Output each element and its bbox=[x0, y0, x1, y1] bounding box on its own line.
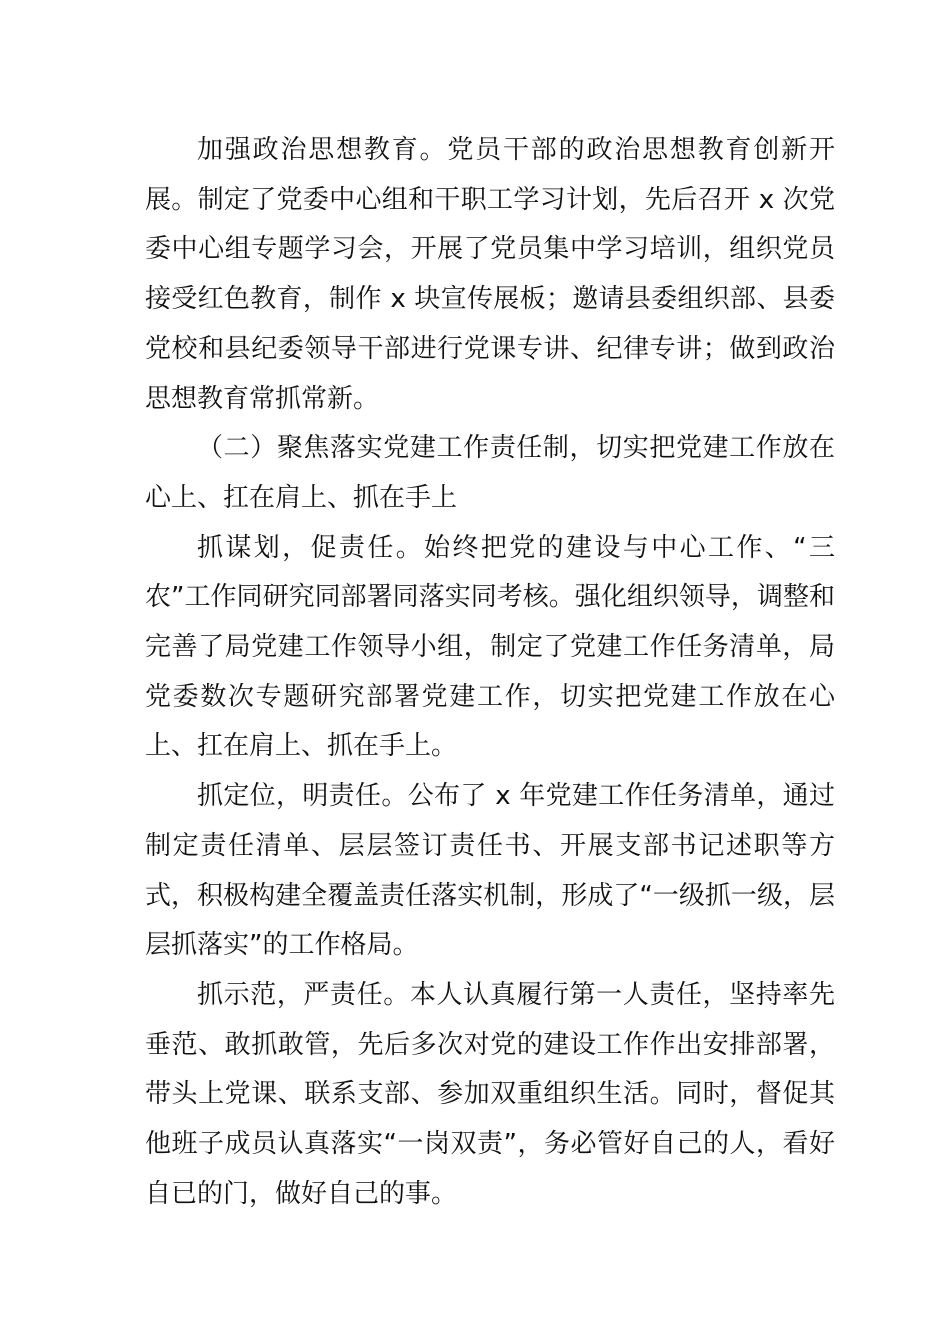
section-heading-two: （二）聚焦落实党建工作责任制，切实把党建工作放在心上、扛在肩上、抓在手上 bbox=[145, 433, 835, 513]
paragraph-positioning-responsibility: 抓定位，明责任。公布了 x 年党建工作任务清单，通过制定责任清单、层层签订责任书、开展支部书记述职等方式，积极构建全覆盖责任落实机制，形成了“一级抓一级，层层抓落实”的工作格局。 bbox=[145, 781, 835, 961]
document-body bbox=[145, 126, 835, 1219]
paragraph-political-education: 加强政治思想教育。党员干部的政治思想教育创新开展。制定了党委中心组和干职工学习计划，先后召开 x 次党委中心组专题学习会，开展了党员集中学习培训，组织党员接受红色教育，制作 x 块宣传展板；邀请县委组织部、县委党校和县纪委领导干部进行党课专讲、纪律专讲；做到政治思想教育常抓常新。 bbox=[145, 135, 835, 414]
paragraph-demonstration-responsibility: 抓示范，严责任。本人认真履行第一人责任，坚持率先垂范、敢抓敢管，先后多次对党的建设工作作出安排部署，带头上党课、联系支部、参加双重组织生活。同时，督促其他班子成员认真落实“一岗双责”，务必管好自己的人，看好自已的门，做好自己的事。 bbox=[145, 979, 835, 1209]
paragraph-planning-responsibility: 抓谋划，促责任。始终把党的建设与中心工作、“三农”工作同研究同部署同落实同考核。强化组织领导，调整和完善了局党建工作领导小组，制定了党建工作任务清单，局党委数次专题研究部署党建工作，切实把党建工作放在心上、扛在肩上、抓在手上。 bbox=[145, 532, 835, 762]
